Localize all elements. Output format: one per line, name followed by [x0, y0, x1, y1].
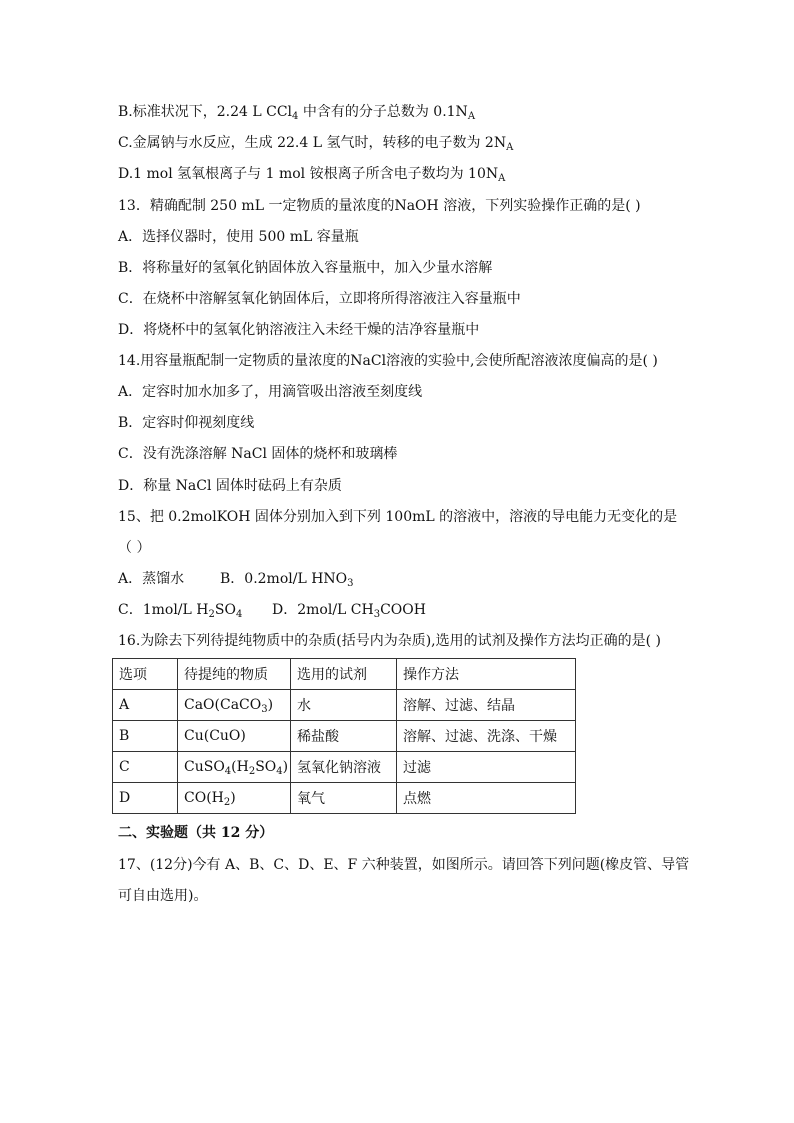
table-cell-reagent: 水 — [291, 690, 397, 721]
q14-option-c: C．没有洗涤溶解 NaCl 固体的烧杯和玻璃棒 — [118, 446, 398, 462]
q15-option-b: B．0.2mol/L $HNO_3$ — [220, 571, 354, 589]
table-cell-reagent: 稀盐酸 — [291, 721, 397, 752]
q15-option-a: A．蒸馏水 — [118, 571, 185, 587]
q17-stem-line2: 可自由选用)。 — [118, 888, 208, 904]
table-cell-method: 溶解、过滤、结晶 — [397, 690, 576, 721]
q14-option-a: A．定容时加水加多了，用滴管吸出溶液至刻度线 — [118, 384, 423, 400]
q14-option-d: D．称量 NaCl 固体时砝码上有杂质 — [118, 478, 342, 494]
q13-option-d: D．将烧杯中的氢氧化钠溶液注入未经干燥的洁净容量瓶中 — [118, 322, 480, 338]
section-heading: 二、实验题（共 12 分） — [118, 825, 274, 841]
q12-option-b: B.标准状况下，2.24 L CCl$_4$ 中含有的分子总数为 $0.1N_A$ — [118, 104, 476, 122]
table-header: 操作方法 — [397, 659, 576, 690]
table-cell-reagent: 氧气 — [291, 783, 397, 814]
table-cell-option: A — [113, 690, 178, 721]
q16-table — [112, 658, 576, 814]
q15-stem: 15、把 0.2molKOH 固体分别加入到下列 100mL 的溶液中，溶液的导电能力无变化的是 — [118, 509, 678, 525]
q13-option-a: A．选择仪器时，使用 500 mL 容量瓶 — [118, 229, 359, 245]
table-row — [113, 783, 576, 814]
q13-option-b: B．将称量好的氢氧化钠固体放入容量瓶中，加入少量水溶解 — [118, 260, 493, 276]
table-cell-substance: $CO(H_2)$ — [178, 783, 291, 814]
q14-stem: 14.用容量瓶配制一定物质的量浓度的NaCl溶液的实验中,会使所配溶液浓度偏高的是( ) — [118, 353, 658, 369]
table-cell-method: 点燃 — [397, 783, 576, 814]
table-row — [113, 721, 576, 752]
q16-stem: 16.为除去下列待提纯物质中的杂质(括号内为杂质),选用的试剂及操作方法均正确的是( ) — [118, 633, 662, 649]
table-header: 选项 — [113, 659, 178, 690]
q12-option-d: D.1 mol 氢氧根离子与 1 mol 铵根离子所含电子数均为 $10N_A$ — [118, 166, 506, 184]
table-header: 待提纯的物质 — [178, 659, 291, 690]
q12-option-c: C.金属钠与水反应，生成 22.4 L 氢气时，转移的电子数为 $2N_A$ — [118, 135, 514, 153]
q13-stem: 13．精确配制 250 mL 一定物质的量浓度的NaOH 溶液，下列实验操作正确的是( ) — [118, 198, 641, 214]
table-row — [113, 752, 576, 783]
table-header-row — [113, 659, 576, 690]
table-cell-option: B — [113, 721, 178, 752]
table-cell-substance: $CuSO_4(H_2SO_4)$ — [178, 752, 291, 783]
q14-option-b: B．定容时仰视刻度线 — [118, 415, 255, 431]
q15-option-c: C．1mol/L $H_2SO_4$ — [118, 602, 243, 620]
q15-option-d: D．2mol/L $CH_3COOH$ — [272, 602, 426, 620]
table-cell-substance: CaO(CaCO$_3$) — [178, 690, 291, 721]
table-cell-method: 过滤 — [397, 752, 576, 783]
table-cell-method: 溶解、过滤、洗涤、干燥 — [397, 721, 576, 752]
table-row — [113, 690, 576, 721]
table-cell-substance: Cu(CuO) — [178, 721, 291, 752]
q17-stem-line1: 17、(12分)今有 A、B、C、D、E、F 六种装置，如图所示。请回答下列问题(橡皮管、导管 — [118, 857, 690, 873]
q13-option-c: C．在烧杯中溶解氢氧化钠固体后，立即将所得溶液注入容量瓶中 — [118, 291, 521, 307]
table-cell-option: D — [113, 783, 178, 814]
table-header: 选用的试剂 — [291, 659, 397, 690]
table-cell-option: C — [113, 752, 178, 783]
q15-answer-paren: （ ） — [118, 540, 151, 556]
table-cell-reagent: 氢氧化钠溶液 — [291, 752, 397, 783]
